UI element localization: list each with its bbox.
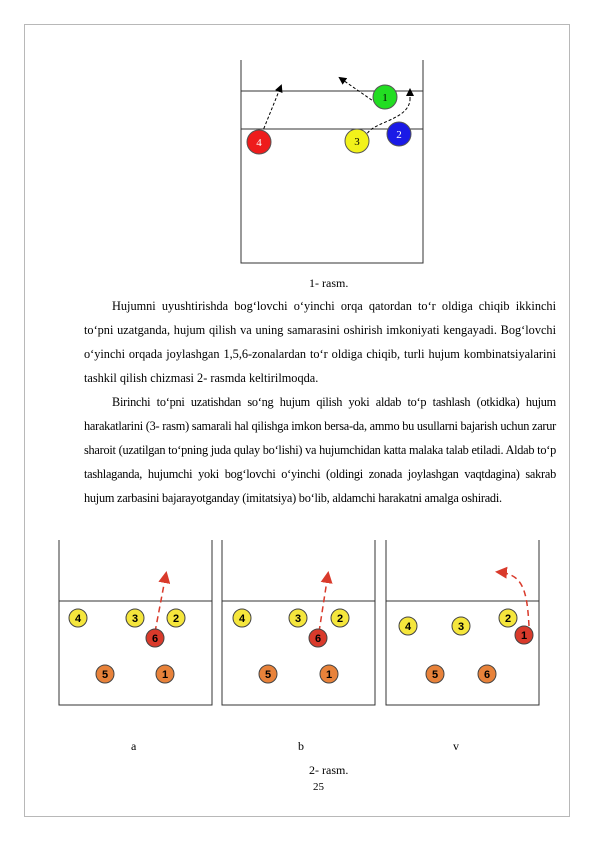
svg-text:6: 6 — [151, 633, 159, 645]
svg-text:6: 6 — [483, 669, 491, 681]
paragraph-1: Hujumni uyushtirishda bog‘lovchi o‘yinchi orqa qatordan to‘r oldiga chiqib ikkinchi to‘pni uzatganda, hujum qilish va uning samarasini oshirish imkoniyati kengayadi. Bog‘lovchi o‘yinchi orqada joylashgan 1,5,6-zonalardan to‘r oldiga chiqib, turli hujum kombinatsiyalarini tashkil qilish chizmasi 2- rasmda keltirilmoqda. — [84, 299, 556, 386]
figure-2-diagrams — [57, 540, 543, 710]
svg-text:5: 5 — [101, 669, 109, 681]
svg-text:5: 5 — [264, 669, 272, 681]
player-5 — [426, 665, 444, 683]
svg-text:2: 2 — [504, 613, 512, 625]
svg-text:4: 4 — [404, 621, 412, 633]
court-outline — [241, 60, 423, 263]
page-number: 25 — [313, 781, 324, 793]
player-5 — [96, 665, 114, 683]
player-3 — [345, 129, 369, 153]
panel-b — [222, 540, 375, 705]
svg-text:4: 4 — [74, 613, 82, 625]
figure-1-caption: 1- rasm. — [309, 276, 349, 290]
player-3 — [126, 609, 144, 627]
arrow-6-a — [155, 574, 166, 632]
svg-text:1: 1 — [382, 92, 388, 104]
player-1 — [373, 85, 397, 109]
player-3 — [289, 609, 307, 627]
player-4 — [247, 130, 271, 154]
figure-2-caption: 2- rasm. — [309, 763, 349, 777]
player-1 — [515, 626, 533, 644]
paragraph-2: Birinchi to‘pni uzatishdan so‘ng hujum qilish yoki aldab to‘p tashlash (otkidka) hujum harakatlarini (3- rasm) samarali hal qilishga imkon bersa-da, ammo bu usullarni bajarish uchun zarur sharoit (uzatilgan to‘pning juda qulay bo‘lishi) va hujumchidan katta malaka talab etiladi. Aldab to‘p tashlaganda, hujumchi yoki bog‘lovchi o‘yinchi (oldingi zonada joylashgan vaqtdagina) sakrab hujum zarbasini bajarayotganday (imitatsiya) bo‘lib, aldamchi harakatni amalga oshiradi. — [84, 395, 556, 506]
panel-v-label: v — [453, 739, 459, 753]
player-1 — [156, 665, 174, 683]
arrow-6-b — [319, 574, 328, 632]
svg-text:5: 5 — [431, 669, 439, 681]
player-3 — [452, 617, 470, 635]
player-4 — [399, 617, 417, 635]
panel-a — [59, 540, 212, 705]
player-2 — [499, 609, 517, 627]
svg-text:3: 3 — [131, 613, 139, 625]
player-2 — [387, 122, 411, 146]
svg-text:3: 3 — [294, 613, 302, 625]
arrow-4 — [260, 86, 281, 138]
panel-a-label: a — [131, 739, 137, 753]
player-2 — [331, 609, 349, 627]
svg-text:1: 1 — [325, 669, 333, 681]
player-4 — [233, 609, 251, 627]
player-1 — [320, 665, 338, 683]
svg-text:3: 3 — [457, 621, 465, 633]
svg-text:2: 2 — [336, 613, 344, 625]
player-6 — [146, 629, 164, 647]
player-6 — [478, 665, 496, 683]
figure-1-court — [238, 60, 428, 268]
player-6 — [309, 629, 327, 647]
svg-text:1: 1 — [520, 630, 528, 642]
svg-text:2: 2 — [396, 129, 402, 141]
player-4 — [69, 609, 87, 627]
svg-text:4: 4 — [256, 137, 262, 149]
panel-v — [386, 540, 539, 705]
panel-b-label: b — [298, 739, 304, 753]
svg-text:6: 6 — [314, 633, 322, 645]
player-5 — [259, 665, 277, 683]
svg-text:4: 4 — [238, 613, 246, 625]
svg-text:3: 3 — [354, 136, 360, 148]
svg-text:2: 2 — [172, 613, 180, 625]
svg-text:1: 1 — [161, 669, 169, 681]
player-2 — [167, 609, 185, 627]
